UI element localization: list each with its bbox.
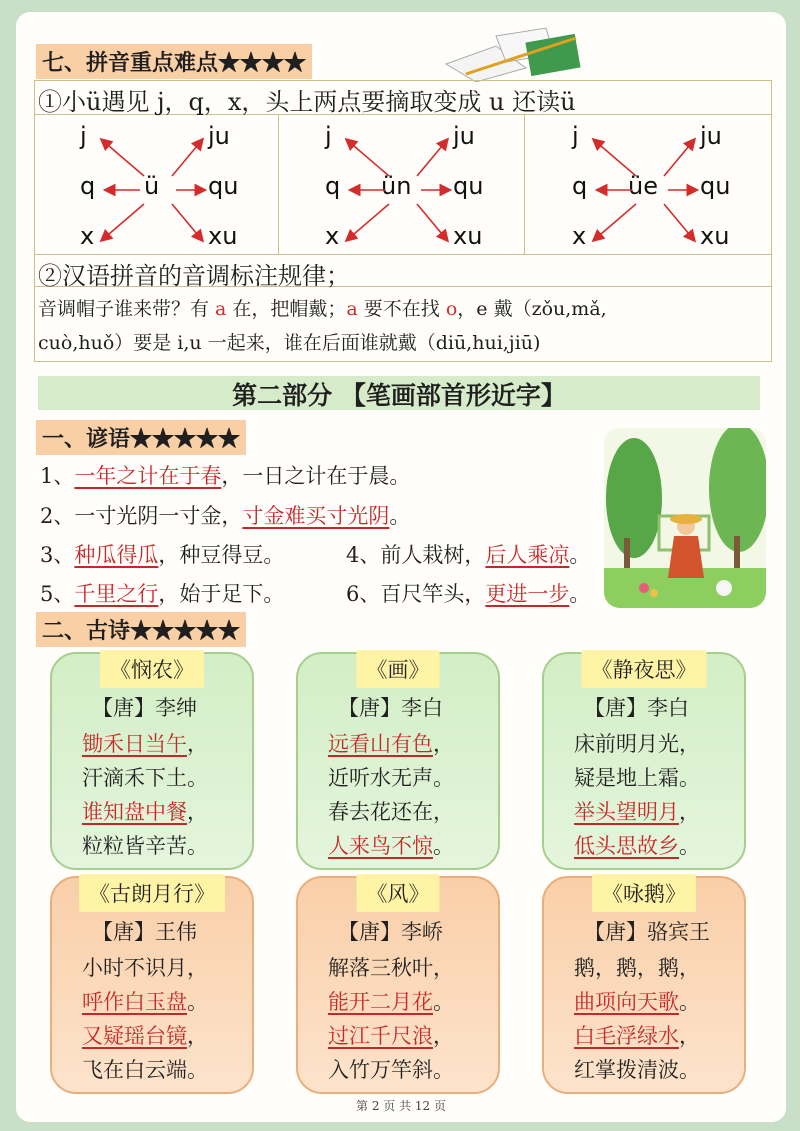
poem-line: 春去花还在， <box>328 800 454 824</box>
arrows <box>528 116 772 254</box>
arrow-1 <box>347 140 389 176</box>
arrows <box>281 116 525 254</box>
poem-title: 《风》 <box>357 874 440 912</box>
poem-line: 过江千尺浪， <box>328 1024 454 1048</box>
poem-author: 【唐】骆宾王 <box>584 920 710 944</box>
final-center: ün <box>381 172 412 200</box>
poem-line: 人来鸟不惊。 <box>328 834 454 858</box>
page-footer: 第 2 页 共 12 页 <box>356 1099 446 1113</box>
poem-title: 《咏鹅》 <box>592 874 696 912</box>
arrow-3 <box>102 204 144 240</box>
poem-author: 【唐】李白 <box>584 696 689 720</box>
pinyin-diagram-3 <box>528 116 772 254</box>
poem-title: 《画》 <box>357 650 440 688</box>
result-xu: xu <box>208 222 238 250</box>
page <box>16 12 786 1122</box>
initial-j: j <box>572 122 579 150</box>
poem-card-2 <box>296 652 500 870</box>
pinyin-diagram-2 <box>281 116 525 254</box>
poem-author: 【唐】李绅 <box>92 696 197 720</box>
rule-2: ②汉语拼音的音调标注规律； <box>38 262 350 290</box>
poem-card-3 <box>542 652 746 870</box>
proverb-1: 1、一年之计在于春，一日之计在于晨。 <box>40 464 411 488</box>
poem-author: 【唐】李白 <box>338 696 443 720</box>
proverbs-title: 一、谚语★★★★★ <box>36 420 246 455</box>
rule-1: ①小ü遇见 j，q，x，头上两点要摘取变成 u 还读ü <box>38 88 576 116</box>
poem-line: 床前明月光， <box>574 732 700 756</box>
initial-q: q <box>325 172 341 200</box>
proverb-2: 2、一寸光阴一寸金，寸金难买寸光阴。 <box>40 504 411 528</box>
stationery-icon <box>436 24 586 82</box>
poem-line: 粒粒皆辛苦。 <box>82 834 208 858</box>
poem-author: 【唐】李峤 <box>338 920 443 944</box>
arrow-4 <box>417 140 447 176</box>
arrow-1 <box>102 140 144 176</box>
poem-line: 呼作白玉盘。 <box>82 990 208 1014</box>
proverb-6: 6、百尺竿头，更进一步。 <box>346 582 591 606</box>
part2-title: 第二部分 【笔画部首形近字】 <box>232 381 566 410</box>
poem-title: 《静夜思》 <box>582 650 707 688</box>
tone-rhyme-line2: cuò,huǒ）要是 i,u 一起来，谁在后面谁就戴（diū,hui,jiū) <box>38 332 541 354</box>
poem-line: 锄禾日当午， <box>82 732 208 756</box>
poem-line: 谁知盘中餐， <box>82 800 208 824</box>
arrow-1 <box>594 140 636 176</box>
tone-rhyme-line1: 音调帽子谁来带？有 a 在，把帽戴；a 要不在找 o，e 戴（zǒu,mǎ, <box>38 298 607 320</box>
proverb-4: 4、前人栽树，后人乘凉。 <box>346 543 591 567</box>
poem-line: 能开二月花。 <box>328 990 454 1014</box>
poem-card-1 <box>50 652 254 870</box>
pinyin-diagram-1 <box>36 116 280 254</box>
poem-line: 举头望明月， <box>574 800 700 824</box>
initial-j: j <box>325 122 332 150</box>
proverb-5: 5、千里之行，始于足下。 <box>40 582 285 606</box>
poem-line: 疑是地上霜。 <box>574 766 700 790</box>
arrow-4 <box>664 140 694 176</box>
girl-illustration <box>604 428 766 608</box>
poem-line: 白毛浮绿水， <box>574 1024 700 1048</box>
poem-line: 又疑瑶台镜， <box>82 1024 208 1048</box>
result-ju: ju <box>453 122 475 150</box>
result-ju: ju <box>700 122 722 150</box>
arrow-3 <box>347 204 389 240</box>
girl-in-garden-image <box>604 428 766 608</box>
initial-q: q <box>80 172 96 200</box>
poem-line: 近听水无声。 <box>328 766 454 790</box>
result-xu: xu <box>453 222 483 250</box>
result-qu: qu <box>700 172 731 200</box>
section7-title: 七、拼音重点难点★★★★ <box>36 44 312 79</box>
arrow-6 <box>172 204 202 240</box>
initial-j: j <box>80 122 87 150</box>
arrow-4 <box>172 140 202 176</box>
poem-line: 小时不识月， <box>82 956 208 980</box>
poem-line: 曲项向天歌。 <box>574 990 700 1014</box>
final-center: üe <box>628 172 658 200</box>
initial-q: q <box>572 172 588 200</box>
poems-title: 二、古诗★★★★★ <box>36 612 246 647</box>
poem-line: 远看山有色， <box>328 732 454 756</box>
result-qu: qu <box>208 172 239 200</box>
initial-x: x <box>572 222 587 250</box>
arrows <box>36 116 280 254</box>
arrow-6 <box>417 204 447 240</box>
poem-line: 解落三秋叶， <box>328 956 454 980</box>
arrow-3 <box>594 204 636 240</box>
final-center: ü <box>144 172 160 200</box>
poem-line: 鹅，鹅，鹅， <box>574 956 700 980</box>
result-ju: ju <box>208 122 230 150</box>
proverb-3: 3、种瓜得瓜，种豆得豆。 <box>40 543 285 567</box>
poem-title: 《悯农》 <box>100 650 204 688</box>
arrow-6 <box>664 204 694 240</box>
poem-line: 入竹万竿斜。 <box>328 1058 454 1082</box>
poem-line: 汗滴禾下土。 <box>82 766 208 790</box>
result-xu: xu <box>700 222 730 250</box>
initial-x: x <box>80 222 95 250</box>
poem-title: 《古朗月行》 <box>79 874 225 912</box>
poem-line: 低头思故乡。 <box>574 834 700 858</box>
poem-card-5 <box>296 876 500 1094</box>
poem-line: 飞在白云端。 <box>82 1058 208 1082</box>
result-qu: qu <box>453 172 484 200</box>
poem-line: 红掌拨清波。 <box>574 1058 700 1082</box>
poem-card-6 <box>542 876 746 1094</box>
initial-x: x <box>325 222 340 250</box>
poem-author: 【唐】王伟 <box>92 920 197 944</box>
poem-card-4 <box>50 876 254 1094</box>
